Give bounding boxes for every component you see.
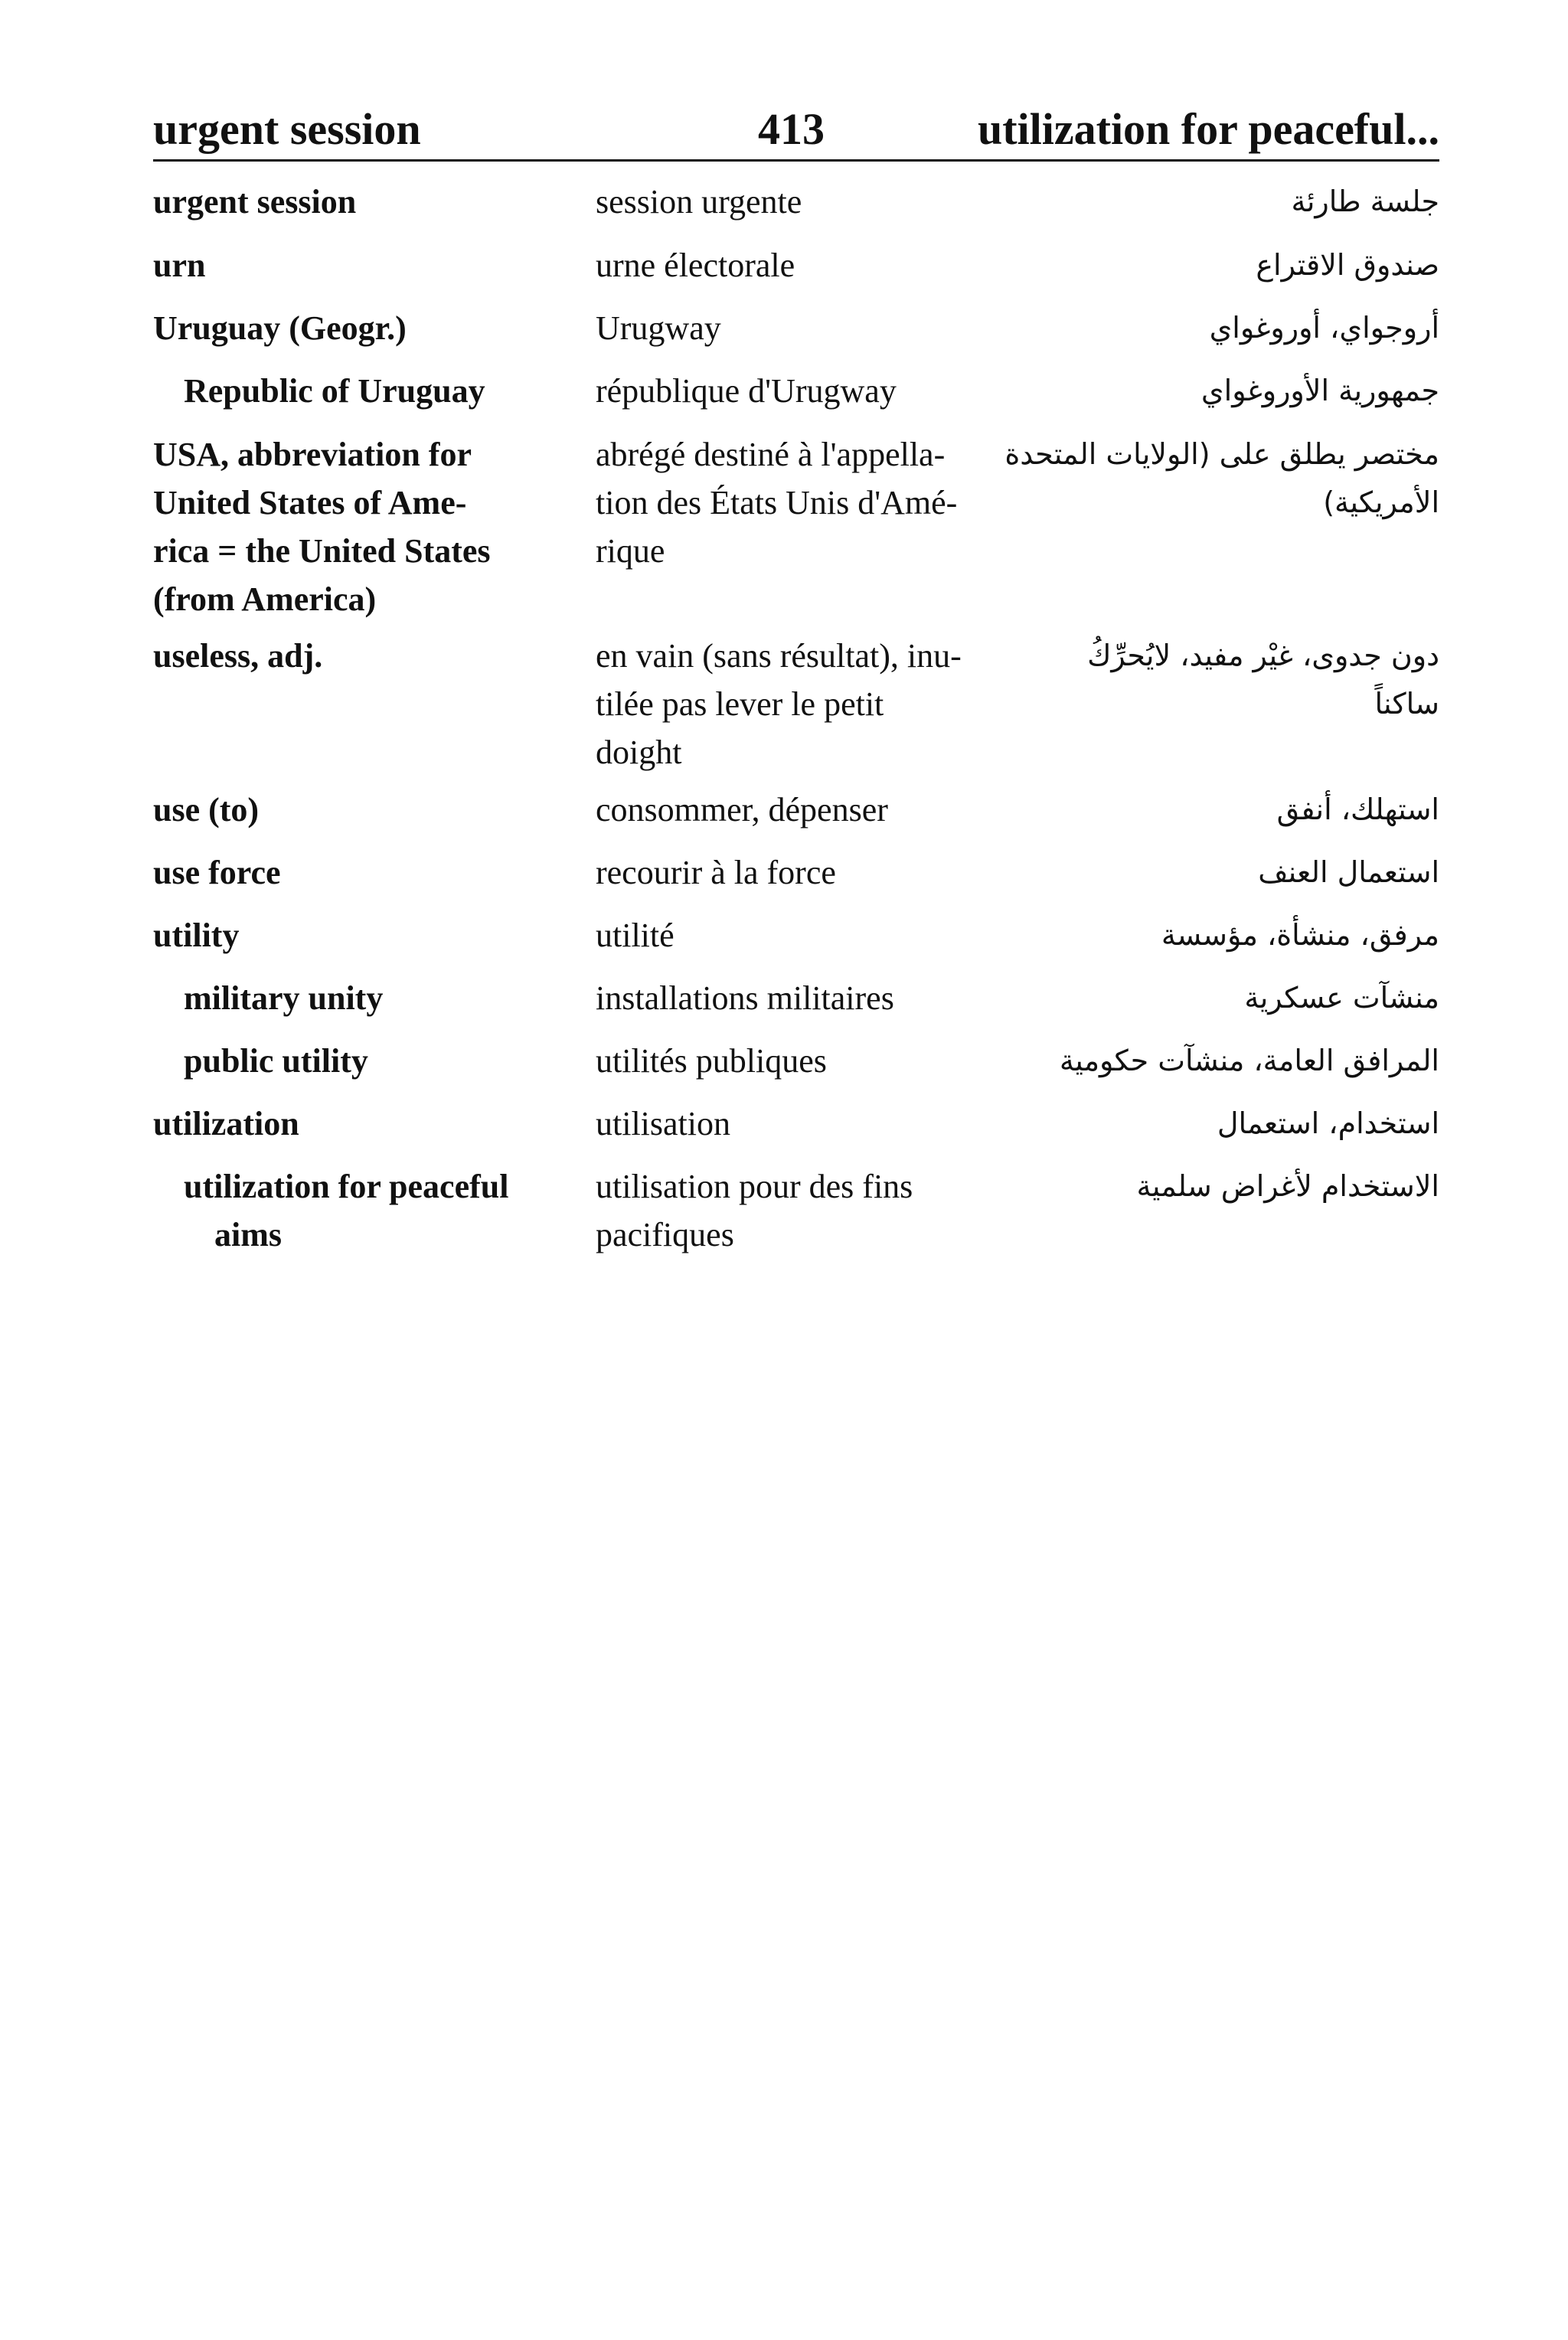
- arabic-translation: [1034, 304, 1439, 352]
- french-translation: [596, 786, 1024, 834]
- arabic-translation: [1004, 430, 1439, 527]
- english-term: [153, 304, 551, 352]
- french-translation: [596, 430, 1024, 575]
- english-term: [153, 1100, 551, 1148]
- french-translation-line: doight: [596, 734, 682, 771]
- english-term-line: (from America): [153, 580, 377, 618]
- french-translation-line: installations militaires: [596, 979, 894, 1017]
- arabic-translation: [1034, 632, 1439, 728]
- english-term-line: United States of Ame-: [153, 484, 467, 521]
- arabic-translation-line: جلسة طارئة: [1291, 185, 1439, 218]
- english-term: [184, 1037, 551, 1085]
- arabic-translation-line: استعمال العنف: [1258, 855, 1439, 889]
- french-translation-line: tilée pas lever le petit: [596, 685, 884, 723]
- english-term-line: useless, adj.: [153, 637, 323, 675]
- english-term-line: Uruguay (Geogr.): [153, 309, 407, 347]
- arabic-translation: [1034, 367, 1439, 415]
- french-translation: [596, 911, 1024, 959]
- french-translation: [596, 848, 1024, 897]
- french-translation-line: consommer, dépenser: [596, 791, 888, 828]
- french-translation: [596, 178, 1024, 226]
- arabic-translation: [1034, 1100, 1439, 1148]
- french-translation-line: utilisation: [596, 1105, 730, 1142]
- english-term-line: military unity: [184, 979, 384, 1017]
- french-translation: [596, 1162, 1024, 1259]
- arabic-translation-line: دون جدوى، غيْر مفيد، لايُحرِّكُ: [1087, 639, 1439, 672]
- arabic-translation: [1034, 911, 1439, 959]
- page-number: 413: [758, 104, 825, 154]
- french-translation-line: tion des États Unis d'Amé-: [596, 484, 958, 521]
- arabic-translation-line: الأمريكية): [1323, 485, 1439, 519]
- english-term-line: use (to): [153, 791, 260, 828]
- arabic-translation-line: ساكناً: [1374, 687, 1439, 721]
- french-translation-line: utilités publiques: [596, 1042, 827, 1080]
- arabic-translation: [1034, 786, 1439, 834]
- french-translation: [596, 1100, 1024, 1148]
- arabic-translation-line: استخدام، استعمال: [1217, 1106, 1439, 1140]
- arabic-translation-line: أروجواي، أوروغواي: [1209, 311, 1439, 345]
- french-translation-line: urne électorale: [596, 247, 795, 284]
- french-translation-line: utilité: [596, 917, 675, 954]
- arabic-translation-line: منشآت عسكرية: [1244, 981, 1439, 1015]
- arabic-translation: [1034, 974, 1439, 1022]
- french-translation-line: en vain (sans résultat), inu-: [596, 637, 962, 675]
- english-term-line: urn: [153, 247, 206, 284]
- arabic-translation-line: جمهورية الأوروغواي: [1200, 374, 1439, 407]
- english-term-line: Republic of Uruguay: [184, 372, 485, 410]
- arabic-translation-line: الاستخدام لأغراض سلمية: [1136, 1169, 1439, 1203]
- english-term: [184, 974, 551, 1022]
- english-term: [153, 632, 551, 680]
- french-translation: [596, 632, 1024, 776]
- french-translation-line: recourir à la force: [596, 854, 836, 891]
- french-translation: [596, 304, 1024, 352]
- french-translation-line: Urugway: [596, 309, 721, 347]
- arabic-translation-line: المرافق العامة، منشآت حكومية: [1059, 1044, 1439, 1077]
- arabic-translation-line: مختصر يطلق على (الولايات المتحدة: [1004, 437, 1439, 471]
- arabic-translation-line: صندوق الاقتراع: [1256, 248, 1439, 282]
- english-term: [184, 1162, 551, 1259]
- english-term: [153, 178, 551, 226]
- english-term-line: urgent session: [153, 183, 357, 221]
- english-term: [153, 848, 551, 897]
- english-term: [153, 911, 551, 959]
- english-term-line: utilization for peaceful: [184, 1168, 509, 1205]
- french-translation: [596, 241, 1024, 289]
- english-term-line: utilization: [153, 1105, 299, 1142]
- arabic-translation: [1034, 178, 1439, 226]
- french-translation: [596, 367, 1024, 415]
- arabic-translation: [1034, 848, 1439, 897]
- page-header: [153, 100, 1439, 162]
- english-term: [153, 786, 551, 834]
- arabic-translation: [1034, 241, 1439, 289]
- english-term-line: rica = the United States: [153, 532, 491, 570]
- english-term-line: USA, abbreviation for: [153, 436, 472, 473]
- english-term-line: public utility: [184, 1042, 368, 1080]
- english-term: [153, 430, 551, 623]
- english-term-line: use force: [153, 854, 281, 891]
- french-translation: [596, 1037, 1024, 1085]
- header-first-entry: urgent session: [153, 104, 421, 154]
- english-term: [153, 241, 551, 289]
- english-term-line: utility: [153, 917, 240, 954]
- french-translation: [596, 974, 1024, 1022]
- arabic-translation: [1034, 1162, 1439, 1211]
- french-translation-line: pacifiques: [596, 1216, 734, 1253]
- french-translation-line: république d'Urugway: [596, 372, 897, 410]
- arabic-translation-line: مرفق، منشأة، مؤسسة: [1161, 918, 1439, 952]
- english-term: [184, 367, 551, 415]
- arabic-translation: [1034, 1037, 1439, 1085]
- arabic-translation-line: استهلك، أنفق: [1276, 793, 1439, 826]
- french-translation-line: utilisation pour des fins: [596, 1168, 913, 1205]
- french-translation-line: abrégé destiné à l'appella-: [596, 436, 946, 473]
- english-term-line: aims: [214, 1216, 282, 1253]
- header-last-entry: utilization for peaceful...: [977, 104, 1439, 154]
- french-translation-line: session urgente: [596, 183, 802, 221]
- french-translation-line: rique: [596, 532, 665, 570]
